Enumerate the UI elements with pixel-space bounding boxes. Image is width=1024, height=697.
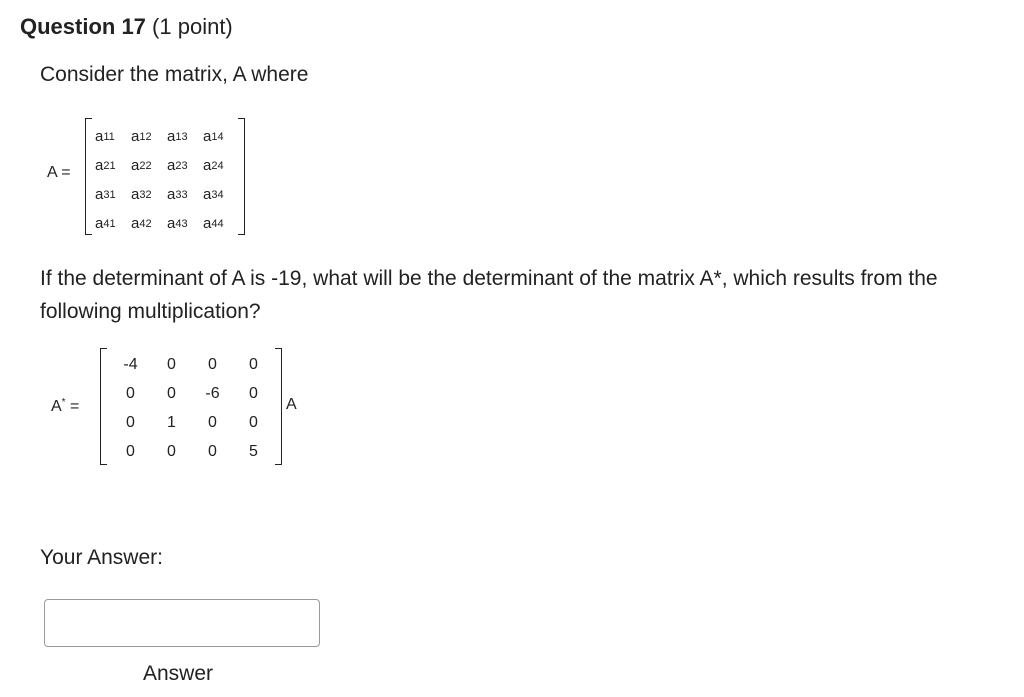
matrix-a-entry-base: a (95, 157, 104, 174)
matrix-a-entry-base: a (131, 128, 140, 145)
matrix-a-entry-base: a (95, 128, 104, 145)
matrix-a-entry-subscript: 11 (103, 130, 115, 143)
matrix-b-entry: 0 (249, 413, 258, 431)
matrix-b (100, 348, 282, 465)
matrix-b-entry: 0 (208, 355, 217, 373)
question-points: (1 point) (152, 14, 233, 39)
matrix-a-entry-subscript: 22 (139, 159, 152, 172)
matrix-a-entry (131, 209, 167, 238)
your-answer-label: Your Answer: (40, 546, 163, 569)
matrix-a-entry-base: a (131, 157, 140, 174)
matrix-a-entry-subscript: 44 (211, 217, 224, 230)
matrix-b-entry: 0 (167, 442, 176, 460)
matrix-b-entry: 0 (126, 413, 135, 431)
matrix-b-entry: -4 (123, 355, 138, 373)
matrix-b-entry: 0 (126, 442, 135, 460)
matrix-b-entry: -6 (205, 384, 220, 402)
matrix-a-entry-subscript: 21 (103, 159, 116, 172)
answer-input[interactable] (44, 599, 320, 647)
question-intro: Consider the matrix, A where (40, 63, 309, 86)
matrix-a-entry (95, 209, 131, 238)
matrix-a-entry (167, 122, 203, 151)
matrix-a-entry (95, 122, 131, 151)
matrix-a-entry-base: a (95, 215, 104, 232)
matrix-a-entry-subscript: 33 (175, 188, 188, 201)
matrix-a-right-bracket (238, 118, 245, 235)
matrix-a-entry-subscript: 13 (175, 130, 188, 143)
matrix-b-label-base: A (51, 398, 62, 415)
matrix-a-entry (203, 209, 239, 238)
matrix-b-label-sup: * (61, 397, 66, 408)
question-prompt: If the determinant of A is -19, what will be the determinant of the matrix A*, which results from the following multiplication? (40, 267, 938, 323)
matrix-a-entry (203, 122, 239, 151)
matrix-a-entry (167, 180, 203, 209)
matrix-a-entry-base: a (131, 186, 140, 203)
matrix-b-entry: 0 (249, 355, 258, 373)
matrix-a-entry (203, 180, 239, 209)
matrix-a-entry-subscript: 14 (211, 130, 224, 143)
matrix-a-entry-base: a (131, 215, 140, 232)
matrix-a-entry (131, 122, 167, 151)
matrix-a-label: A = (47, 164, 71, 181)
matrix-b-entry: 0 (208, 413, 217, 431)
matrix-a-entry-base: a (203, 215, 212, 232)
matrix-a-entry (95, 180, 131, 209)
matrix-a-entry-subscript: 31 (103, 188, 116, 201)
matrix-b-entry: 0 (167, 355, 176, 373)
matrix-a-entry-subscript: 32 (139, 188, 152, 201)
matrix-a-entry-base: a (203, 157, 212, 174)
matrix-b-label (51, 397, 79, 416)
matrix-b-right-bracket (275, 348, 282, 465)
matrix-b-grid (110, 350, 274, 466)
answer-caption: Answer (143, 662, 214, 685)
matrix-b-trailing: A (286, 396, 297, 413)
matrix-a-entry-subscript: 41 (103, 217, 116, 230)
question-number: Question 17 (20, 14, 146, 39)
matrix-a-entry-subscript: 12 (139, 130, 152, 143)
matrix-b-entry: 5 (249, 442, 258, 460)
matrix-a-entry-subscript: 24 (211, 159, 224, 172)
matrix-a-entry-base: a (95, 186, 104, 203)
matrix-a-entry-subscript: 43 (175, 217, 188, 230)
matrix-a-entry-subscript: 34 (211, 188, 224, 201)
matrix-a-entry (167, 151, 203, 180)
matrix-a-entry-base: a (203, 128, 212, 145)
matrix-b-entry: 1 (167, 413, 176, 431)
matrix-a-entry (203, 151, 239, 180)
matrix-a-entry (167, 209, 203, 238)
matrix-a-entry-base: a (203, 186, 212, 203)
matrix-a-entry-subscript: 23 (175, 159, 188, 172)
matrix-b-entry: 0 (167, 384, 176, 402)
matrix-b-entry: 0 (249, 384, 258, 402)
matrix-a-entry-base: a (167, 128, 176, 145)
matrix-b-entry: 0 (126, 384, 135, 402)
matrix-b-entry: 0 (208, 442, 217, 460)
matrix-a-entry (131, 180, 167, 209)
matrix-b-label-eq: = (65, 398, 80, 415)
matrix-a-entry-base: a (167, 157, 176, 174)
matrix-a-left-bracket (85, 118, 92, 235)
matrix-a-entry-base: a (167, 186, 176, 203)
matrix-a-entry (131, 151, 167, 180)
question-header (20, 14, 233, 40)
matrix-a-grid (95, 122, 239, 238)
matrix-a (85, 118, 245, 235)
matrix-a-entry-subscript: 42 (139, 217, 152, 230)
matrix-a-entry (95, 151, 131, 180)
matrix-b-left-bracket (100, 348, 107, 465)
matrix-a-entry-base: a (167, 215, 176, 232)
